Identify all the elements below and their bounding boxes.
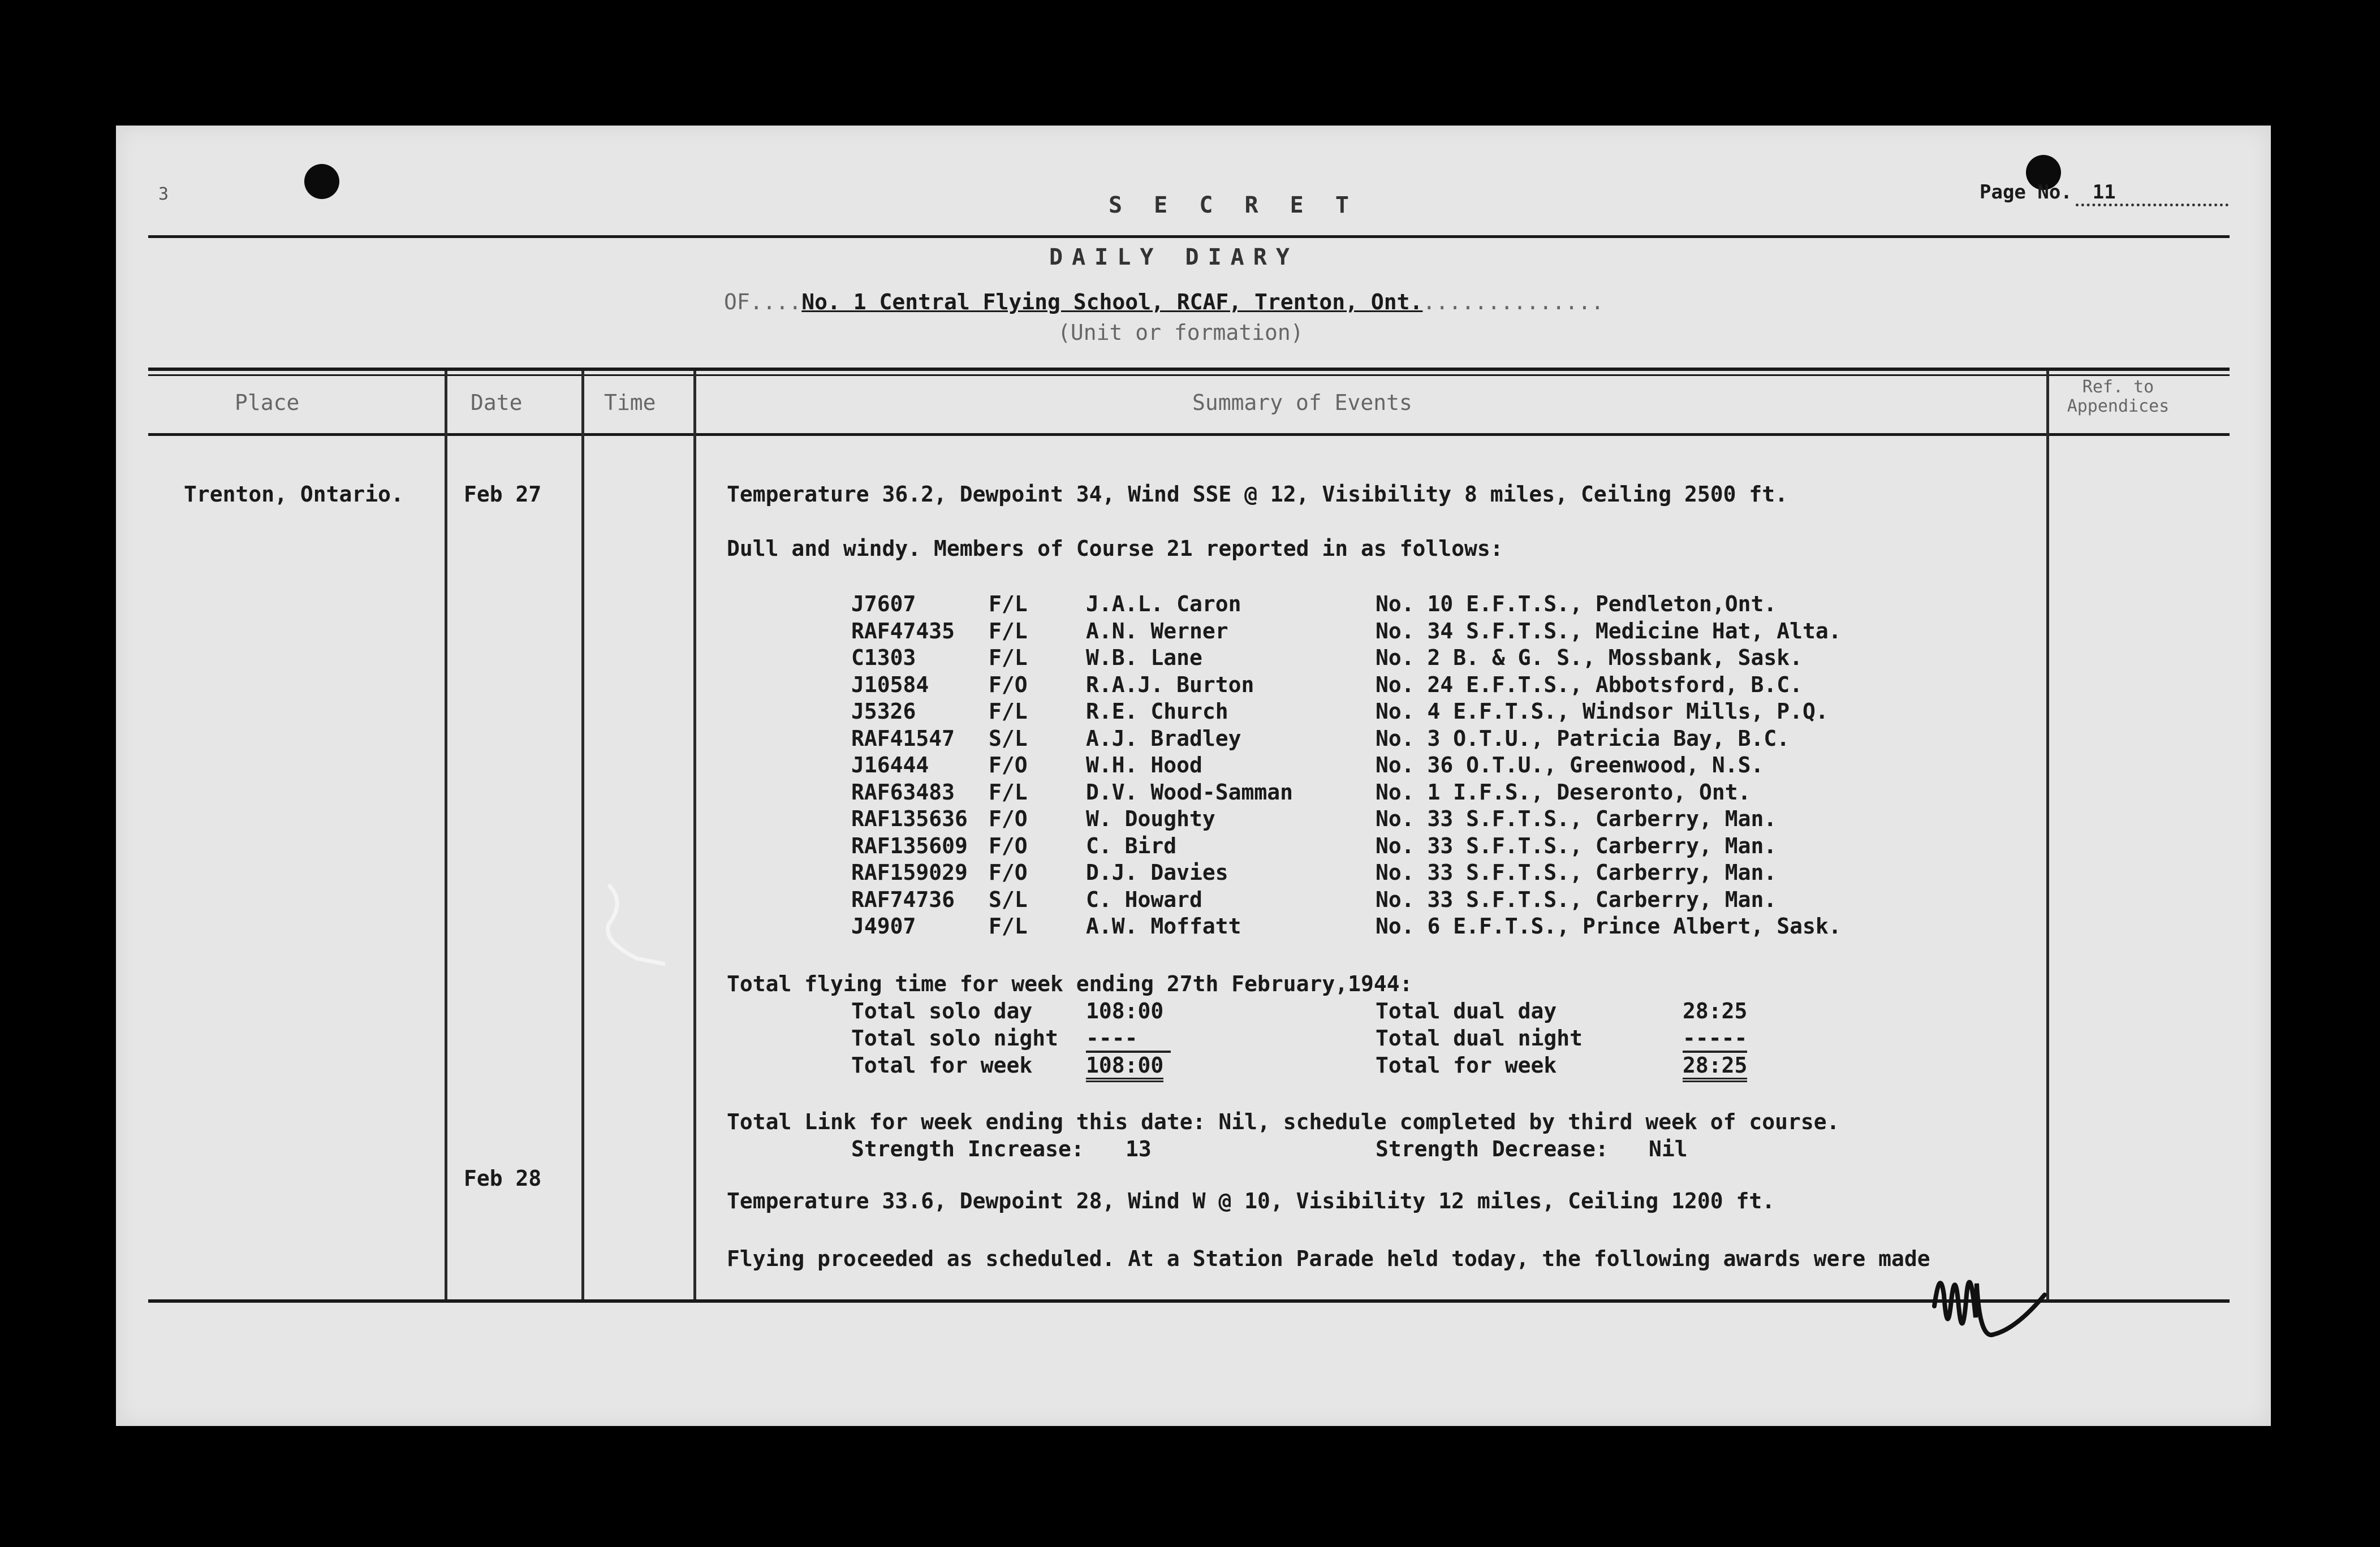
name: D.J. Davies xyxy=(1086,860,1228,885)
service-number: RAF47435 xyxy=(851,619,955,643)
solo-week-value: 108:00 xyxy=(1086,1053,1163,1082)
name: J.A.L. Caron xyxy=(1086,591,1241,616)
column-divider-date xyxy=(581,371,584,1299)
strength-increase-value: 13 xyxy=(1126,1137,1152,1161)
rank: F/L xyxy=(989,619,1028,643)
previous-unit: No. 33 S.F.T.S., Carberry, Man. xyxy=(1376,806,1777,831)
rank: F/L xyxy=(989,591,1028,616)
column-header-time: Time xyxy=(604,390,656,415)
service-number: RAF135636 xyxy=(851,806,968,831)
rank: F/L xyxy=(989,914,1028,939)
previous-unit: No. 33 S.F.T.S., Carberry, Man. xyxy=(1376,860,1777,885)
table-bottom-rule xyxy=(148,1299,2230,1303)
handwritten-initials xyxy=(1931,1261,2056,1357)
name: R.E. Church xyxy=(1086,699,1228,724)
previous-unit: No. 34 S.F.T.S., Medicine Hat, Alta. xyxy=(1376,619,1842,643)
dual-day-value: 28:25 xyxy=(1683,999,1748,1023)
service-number: J5326 xyxy=(851,699,916,724)
unit-caption: (Unit or formation) xyxy=(1058,320,1304,345)
pencil-mark xyxy=(603,879,671,970)
dual-night-value: ----- xyxy=(1683,1026,1747,1053)
service-number: RAF159029 xyxy=(851,860,968,885)
strength-decrease-value: Nil xyxy=(1649,1137,1688,1161)
rank: F/L xyxy=(989,780,1028,805)
service-number: RAF41547 xyxy=(851,726,955,751)
rank: F/L xyxy=(989,699,1028,724)
previous-unit: No. 6 E.F.T.S., Prince Albert, Sask. xyxy=(1376,914,1842,939)
entry-place: Trenton, Ontario. xyxy=(184,482,404,507)
column-divider-place xyxy=(445,371,447,1299)
name: R.A.J. Burton xyxy=(1086,672,1254,697)
column-header-ref: Ref. to Appendices xyxy=(2067,377,2170,416)
name: A.N. Werner xyxy=(1086,619,1228,643)
table-top-rule xyxy=(148,368,2230,371)
name: C. Bird xyxy=(1086,833,1177,858)
dual-week-label: Total for week xyxy=(1376,1053,1557,1078)
column-divider-summary xyxy=(2046,371,2049,1299)
table-header-rule xyxy=(148,433,2230,436)
column-header-place: Place xyxy=(235,390,300,415)
rank: F/O xyxy=(989,860,1028,885)
weather-feb28: Temperature 33.6, Dewpoint 28, Wind W @ 10, Visibility 12 miles, Ceiling 1200 ft. xyxy=(727,1189,1775,1213)
service-number: J10584 xyxy=(851,672,929,697)
rank: F/L xyxy=(989,645,1028,670)
remark-feb28: Flying proceeded as scheduled. At a Station Parade held today, the following awards were made xyxy=(727,1246,1930,1271)
solo-night-value: ---- xyxy=(1086,1026,1171,1053)
table-top-rule-2 xyxy=(148,374,2230,376)
dual-night-label: Total dual night xyxy=(1376,1026,1583,1051)
page-number: 11 xyxy=(2076,181,2228,206)
rank: F/O xyxy=(989,672,1028,697)
solo-day-value: 108:00 xyxy=(1086,999,1164,1023)
solo-day-label: Total solo day xyxy=(851,999,1033,1023)
previous-unit: No. 1 I.F.S., Deseronto, Ont. xyxy=(1376,780,1751,805)
unit-name: No. 1 Central Flying School, RCAF, Trenton, Ont. xyxy=(801,289,1423,314)
service-number: RAF135609 xyxy=(851,833,968,858)
name: W.H. Hood xyxy=(1086,753,1202,777)
rank: S/L xyxy=(989,887,1028,912)
header-rule xyxy=(148,235,2230,238)
service-number: RAF74736 xyxy=(851,887,955,912)
link-summary: Total Link for week ending this date: Nil, schedule completed by third week of course. xyxy=(727,1109,1840,1134)
name: A.J. Bradley xyxy=(1086,726,1241,751)
document-title: DAILY DIARY xyxy=(1049,244,1299,270)
name: W. Doughty xyxy=(1086,806,1215,831)
remark-feb27: Dull and windy. Members of Course 21 reported in as follows: xyxy=(727,536,1503,561)
column-header-summary: Summary of Events xyxy=(1192,390,1412,415)
previous-unit: No. 33 S.F.T.S., Carberry, Man. xyxy=(1376,887,1777,912)
previous-unit: No. 2 B. & G. S., Mossbank, Sask. xyxy=(1376,645,1803,670)
name: A.W. Moffatt xyxy=(1086,914,1241,939)
corner-mark: 3 xyxy=(158,184,173,204)
rank: F/O xyxy=(989,833,1028,858)
flying-heading: Total flying time for week ending 27th February,1944: xyxy=(727,971,1413,996)
previous-unit: No. 24 E.F.T.S., Abbotsford, B.C. xyxy=(1376,672,1803,697)
unit-line: OF....No. 1 Central Flying School, RCAF, Trenton, Ont............... xyxy=(724,289,1604,314)
service-number: J16444 xyxy=(851,753,929,777)
solo-week-label: Total for week xyxy=(851,1053,1033,1078)
previous-unit: No. 36 O.T.U., Greenwood, N.S. xyxy=(1376,753,1764,777)
service-number: J7607 xyxy=(851,591,916,616)
weather-feb27: Temperature 36.2, Dewpoint 34, Wind SSE @ 12, Visibility 8 miles, Ceiling 2500 ft. xyxy=(727,482,1788,507)
rank: F/O xyxy=(989,753,1028,777)
entry-date-feb28: Feb 28 xyxy=(464,1166,542,1191)
previous-unit: No. 10 E.F.T.S., Pendleton,Ont. xyxy=(1376,591,1777,616)
dual-week-value: 28:25 xyxy=(1683,1053,1747,1082)
previous-unit: No. 33 S.F.T.S., Carberry, Man. xyxy=(1376,833,1777,858)
service-number: J4907 xyxy=(851,914,916,939)
solo-night-label: Total solo night xyxy=(851,1026,1059,1051)
strength-increase-label: Strength Increase: xyxy=(851,1137,1084,1161)
rank: F/O xyxy=(989,806,1028,831)
name: D.V. Wood-Samman xyxy=(1086,780,1294,805)
service-number: RAF63483 xyxy=(851,780,955,805)
name: W.B. Lane xyxy=(1086,645,1202,670)
previous-unit: No. 4 E.F.T.S., Windsor Mills, P.Q. xyxy=(1376,699,1829,724)
entry-date-feb27: Feb 27 xyxy=(464,482,542,507)
rank: S/L xyxy=(989,726,1028,751)
dual-day-label: Total dual day xyxy=(1376,999,1557,1023)
service-number: C1303 xyxy=(851,645,916,670)
column-divider-time xyxy=(693,371,696,1299)
previous-unit: No. 3 O.T.U., Patricia Bay, B.C. xyxy=(1376,726,1790,751)
strength-decrease-label: Strength Decrease: xyxy=(1376,1137,1609,1161)
classification-label: S E C R E T xyxy=(1109,192,1358,218)
name: C. Howard xyxy=(1086,887,1202,912)
punch-hole-left xyxy=(304,164,339,199)
page-number-label: Page No. 11 xyxy=(1980,181,2228,206)
column-header-date: Date xyxy=(471,390,523,415)
